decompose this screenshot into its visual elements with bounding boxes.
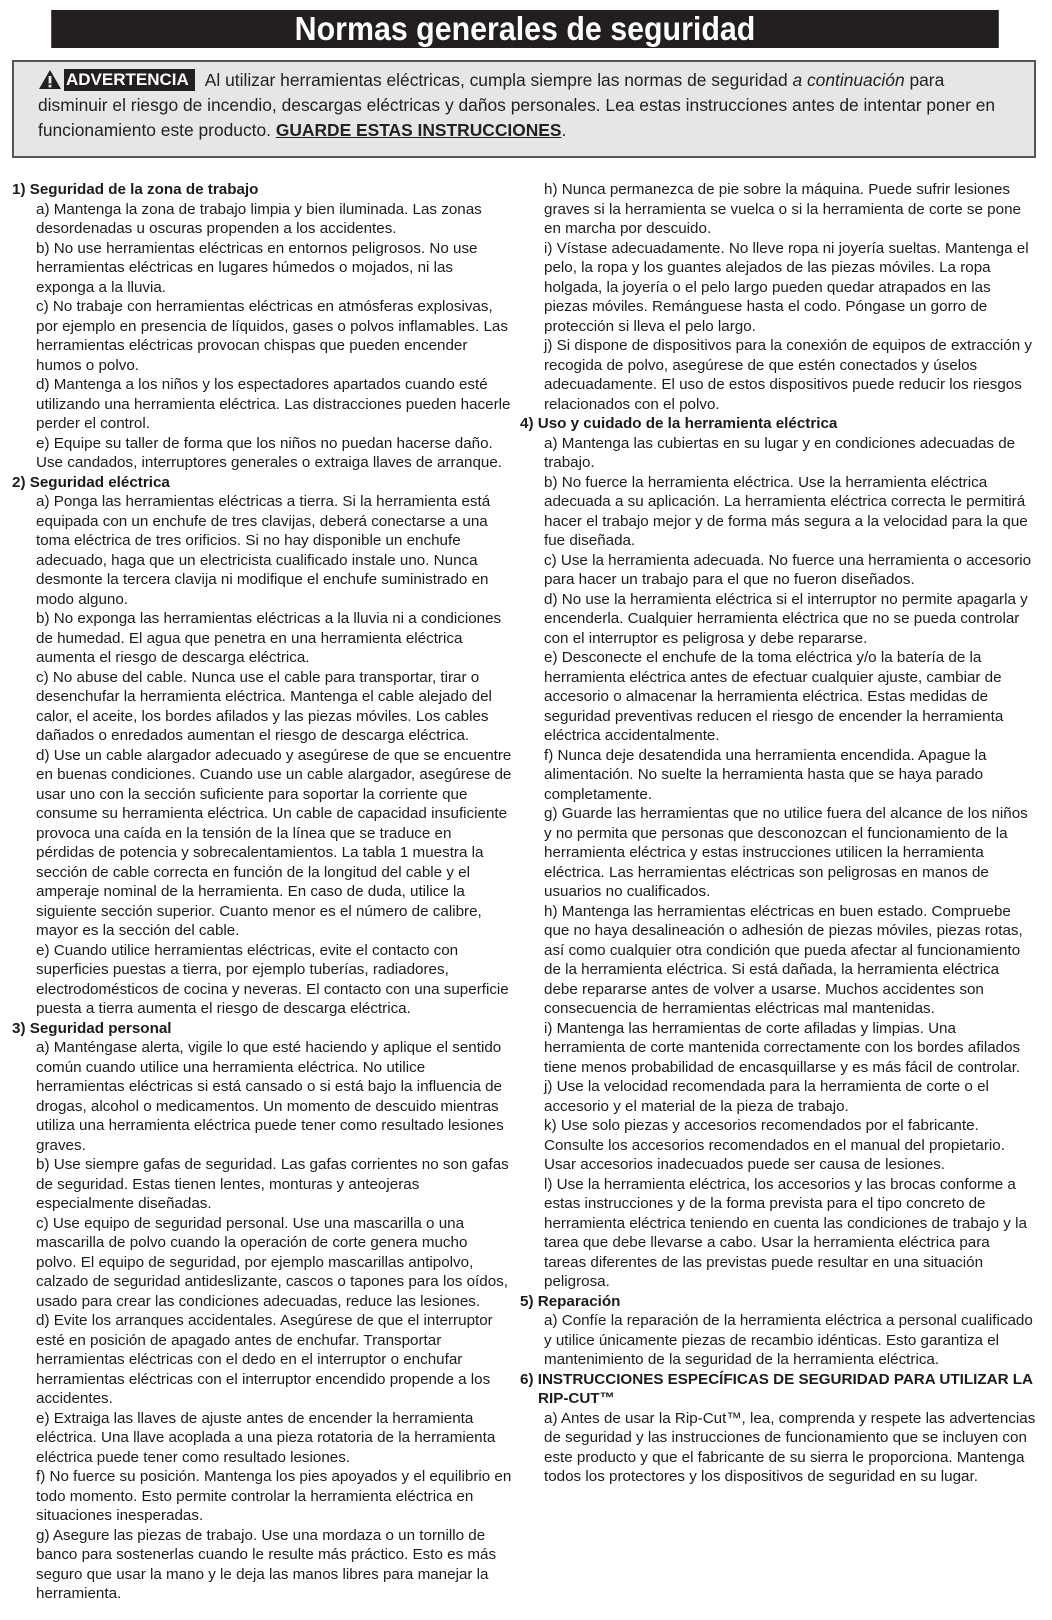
instruction-paragraph: g) Asegure las piezas de trabajo. Use una mordaza o un tornillo de banco para sostenerlas cuando le resulte más práctico. Esto es más seguro que usar la mano y le deja las manos libres para manejar la herramienta. <box>36 1526 497 1602</box>
section-heading: 2) Seguridad eléctrica <box>12 473 170 491</box>
instruction-paragraph: a) Ponga las herramientas eléctricas a tierra. Si la herramienta está equipada con un enchufe de tres clavijas, deberá conectarse a una toma eléctrica de tres orificios. Si no hay disponible un enchufe adecuado, haga que un electricista cualificado instale uno. Nunca desmonte la tercera clavija ni modifique el enchufe suministrado en modo alguno. <box>36 493 491 608</box>
instruction-paragraph: g) Guarde las herramientas que no utilice fuera del alcance de los niños y no permita que personas que desconozcan el funcionamiento de la herramienta eléctrica y estas instrucciones utilicen la herramienta eléctrica. Las herramientas eléctricas son peligrosas en manos de usuarios no cualificados. <box>544 805 1028 900</box>
warning-text-2: para disminuir el riesgo de incendio, descargas eléctricas y daños personales. Lea estas instrucciones antes de intentar poner en funcionamiento este producto. <box>38 70 996 140</box>
section-heading: 6) INSTRUCCIONES ESPECÍFICAS DE SEGURIDAD PARA UTILIZAR LA RIP-CUT™ <box>520 1370 1033 1407</box>
instruction-paragraph: f) No fuerce su posición. Mantenga los pies apoyados y el equilibrio en todo momento. Esto permite controlar la herramienta eléctrica en situaciones inesperadas. <box>36 1468 512 1524</box>
instruction-paragraph: j) Si dispone de dispositivos para la conexión de equipos de extracción y recogida de polvo, asegúrese de que estén conectados y úselos adecuadamente. El uso de estos dispositivos puede reducir los riesgos relacionados con el polvo. <box>544 337 1032 413</box>
warning-text-italic: a continuación <box>792 70 905 90</box>
instruction-paragraph: a) Manténgase alerta, vigile lo que esté haciendo y aplique el sentido común cuando utilice una herramienta eléctrica. No utilice herramientas eléctricas si está cansado o si está bajo la influencia de drogas, alcohol o medicamentos. Un momento de descuido mientras utiliza una herramienta eléctrica puede tener como resultado lesiones graves. <box>36 1039 504 1154</box>
section-heading: 5) Reparación <box>520 1292 621 1310</box>
page-title: Normas generales de seguridad <box>51 10 999 48</box>
instruction-paragraph: b) No fuerce la herramienta eléctrica. Use la herramienta eléctrica adecuada a su aplicación. La herramienta eléctrica correcta le permitirá hacer el trabajo mejor y de forma más segura a la velocidad para la que fue diseñada. <box>544 473 1028 549</box>
instruction-paragraph: d) No use la herramienta eléctrica si el interruptor no permite apagarla y encenderla. Cualquier herramienta eléctrica que no se pueda controlar con el interruptor es peligrosa y debe repararse. <box>544 590 1028 647</box>
instruction-paragraph: b) No use herramientas eléctricas en entornos peligrosos. No use herramientas eléctricas en lugares húmedos o mojados, ni las exponga a la lluvia. <box>36 239 478 296</box>
instruction-paragraph: e) Extraiga las llaves de ajuste antes de encender la herramienta eléctrica. Una llave acoplada a una pieza rotatoria de la herramienta eléctrica puede tener como resultado lesiones. <box>36 1409 496 1466</box>
instruction-paragraph: d) Evite los arranques accidentales. Asegúrese de que el interruptor esté en posición de apagado antes de enchufar. Transportar herramientas eléctricas con el dedo en el interruptor o enchufar herramientas eléctricas con el interruptor encendido propende a los accidentes. <box>36 1312 493 1407</box>
left-column <box>12 180 512 1604</box>
instruction-paragraph: c) Use la herramienta adecuada. No fuerce una herramienta o accesorio para hacer un trabajo para el que no fueron diseñados. <box>544 551 1032 588</box>
instruction-paragraph: h) Mantenga las herramientas eléctricas en buen estado. Compruebe que no haya desalineación o adhesión de piezas móviles, piezas rotas, así como cualquier otra condición que pueda afectar al funcionamiento de la herramienta eléctrica. Si está dañada, la herramienta eléctrica debe repararse antes de volver a usarse. Muchos accidentes son consecuencia de herramientas eléctricas mal mantenidas. <box>544 902 1023 1017</box>
instruction-paragraph: a) Mantenga la zona de trabajo limpia y bien iluminada. Las zonas desordenadas u oscuras propenden a los accidentes. <box>36 200 482 237</box>
instruction-paragraph: e) Desconecte el enchufe de la toma eléctrica y/o la batería de la herramienta eléctrica antes de efectuar cualquier ajuste, cambiar de accesorio o almacenar la herramienta eléctrica. Estas medidas de seguridad preventivas reducen el riesgo de encender la herramienta eléctrica accidentalmente. <box>544 649 1004 744</box>
instruction-paragraph: i) Vístase adecuadamente. No lleve ropa ni joyería sueltas. Mantenga el pelo, la ropa y los guantes alejados de las piezas móviles. La ropa holgada, la joyería o el pelo largo pueden quedar atrapados en las piezas móviles. Remánguese hasta el codo. Póngase un gorro de protección si lleva el pelo largo. <box>544 239 1029 335</box>
instruction-paragraph: a) Mantenga las cubiertas en su lugar y en condiciones adecuadas de trabajo. <box>544 434 1016 471</box>
warning-badge: ADVERTENCIA <box>64 69 195 91</box>
section-heading: 3) Seguridad personal <box>12 1019 172 1037</box>
instruction-paragraph: f) Nunca deje desatendida una herramienta encendida. Apague la alimentación. No suelte la herramienta hasta que se haya parado completamente. <box>544 746 987 803</box>
instruction-paragraph: b) Use siempre gafas de seguridad. Las gafas corrientes no son gafas de seguridad. Estas tienen lentes, monturas y anteojeras especialmente diseñadas. <box>36 1156 509 1212</box>
warning-box <box>12 60 1036 158</box>
warning-save-instructions: GUARDE ESTAS INSTRUCCIONES <box>275 120 562 140</box>
instruction-paragraph: k) Use solo piezas y accesorios recomendados por el fabricante. Consulte los accesorios recomendados en el manual del propietario. Usar accesorios inadecuados puede ser causa de lesiones. <box>544 1117 1005 1173</box>
warning-triangle-icon <box>38 68 64 90</box>
right-column <box>520 180 1036 1487</box>
instruction-paragraph: e) Cuando utilice herramientas eléctricas, evite el contacto con superficies puestas a tierra, por ejemplo tuberías, radiadores, electrodomésticos de cocina y neveras. El contacto con una superficie puesta a tierra aumenta el riesgo de descarga eléctrica. <box>36 941 509 1017</box>
instruction-paragraph: d) Use un cable alargador adecuado y asegúrese de que se encuentre en buenas condiciones. Cuando use un cable alargador, asegúrese de usar uno con la sección suficiente para soportar la corriente que consume su herramienta eléctrica. Un cable de capacidad insuficiente provoca una caída en la tensión de la línea que se traduce en pérdidas de potencia y sobrecalentamientos. La tabla 1 muestra la sección de cable correcta en función de la longitud del cable y el amperaje nominal de la herramienta. En caso de duda, utilice la siguiente sección superior. Cuanto menor es el número de calibre, mayor es la sección del cable. <box>36 746 512 939</box>
instruction-paragraph: a) Confíe la reparación de la herramienta eléctrica a personal cualificado y utilice únicamente piezas de recambio idénticas. Esto garantiza el mantenimiento de la seguridad de la herramienta eléctrica. <box>544 1312 1033 1368</box>
instruction-paragraph: b) No exponga las herramientas eléctricas a la lluvia ni a condiciones de humedad. El agua que penetra en una herramienta eléctrica aumenta el riesgo de descarga eléctrica. <box>36 610 502 666</box>
section-heading: 1) Seguridad de la zona de trabajo <box>12 181 259 198</box>
warning-text-end: . <box>561 120 567 140</box>
instruction-paragraph: c) Use equipo de seguridad personal. Use una mascarilla o una mascarilla de polvo cuando la operación de corte genera mucho polvo. El equipo de seguridad, por ejemplo mascarillas antipolvo, calzado de seguridad antideslizante, cascos o tapones para los oídos, usado para crear las condiciones adecuadas, reduce las lesiones. <box>36 1214 508 1310</box>
section-heading: 4) Uso y cuidado de la herramienta eléctrica <box>520 415 838 432</box>
instruction-paragraph: e) Equipe su taller de forma que los niños no puedan hacerse daño. Use candados, interruptores generales o extraiga llaves de arranque. <box>36 434 503 471</box>
instruction-paragraph: c) No trabaje con herramientas eléctricas en atmósferas explosivas, por ejemplo en presencia de líquidos, gases o polvos inflamables. Las herramientas eléctricas provocan chispas que pueden encender humos o polvo. <box>36 298 508 374</box>
warning-text-1: Al utilizar herramientas eléctricas, cumpla siempre las normas de seguridad <box>204 70 793 90</box>
instruction-paragraph: c) No abuse del cable. Nunca use el cable para transportar, tirar o desenchufar la herramienta eléctrica. Mantenga el cable alejado del calor, el aceite, los bordes afilados y las piezas móviles. Los cables dañados o enredados aumentan el riesgo de descarga eléctrica. <box>36 668 492 744</box>
instruction-paragraph: l) Use la herramienta eléctrica, los accesorios y las brocas conforme a estas instrucciones y de la forma prevista para el tipo concreto de herramienta eléctrica teniendo en cuenta las condiciones de trabajo y la tarea que debe llevarse a cabo. Usar la herramienta eléctrica para tareas diferentes de las previstas puede resultar en una situación peligrosa. <box>544 1175 1027 1290</box>
instruction-paragraph: d) Mantenga a los niños y los espectadores apartados cuando esté utilizando una herramienta eléctrica. Las distracciones pueden hacerle perder el control. <box>36 376 511 432</box>
instruction-paragraph: h) Nunca permanezca de pie sobre la máquina. Puede sufrir lesiones graves si la herramienta se vuelca o si la herramienta de corte se pone en marcha por descuido. <box>544 181 1021 237</box>
instruction-paragraph: i) Mantenga las herramientas de corte afiladas y limpias. Una herramienta de corte mantenida correctamente con los bordes afilados tiene menos probabilidad de encasquillarse y es más fácil de controlar. <box>544 1019 1021 1076</box>
instruction-paragraph: a) Antes de usar la Rip-Cut™, lea, comprenda y respete las advertencias de seguridad y las instrucciones de funcionamiento que se incluyen con este producto y que el fabricante de su sierra le proporciona. Mantenga todos los protectores y los dispositivos de seguridad en su lugar. <box>544 1409 1036 1485</box>
instruction-paragraph: j) Use la velocidad recomendada para la herramienta de corte o el accesorio y el material de la pieza de trabajo. <box>544 1078 989 1115</box>
